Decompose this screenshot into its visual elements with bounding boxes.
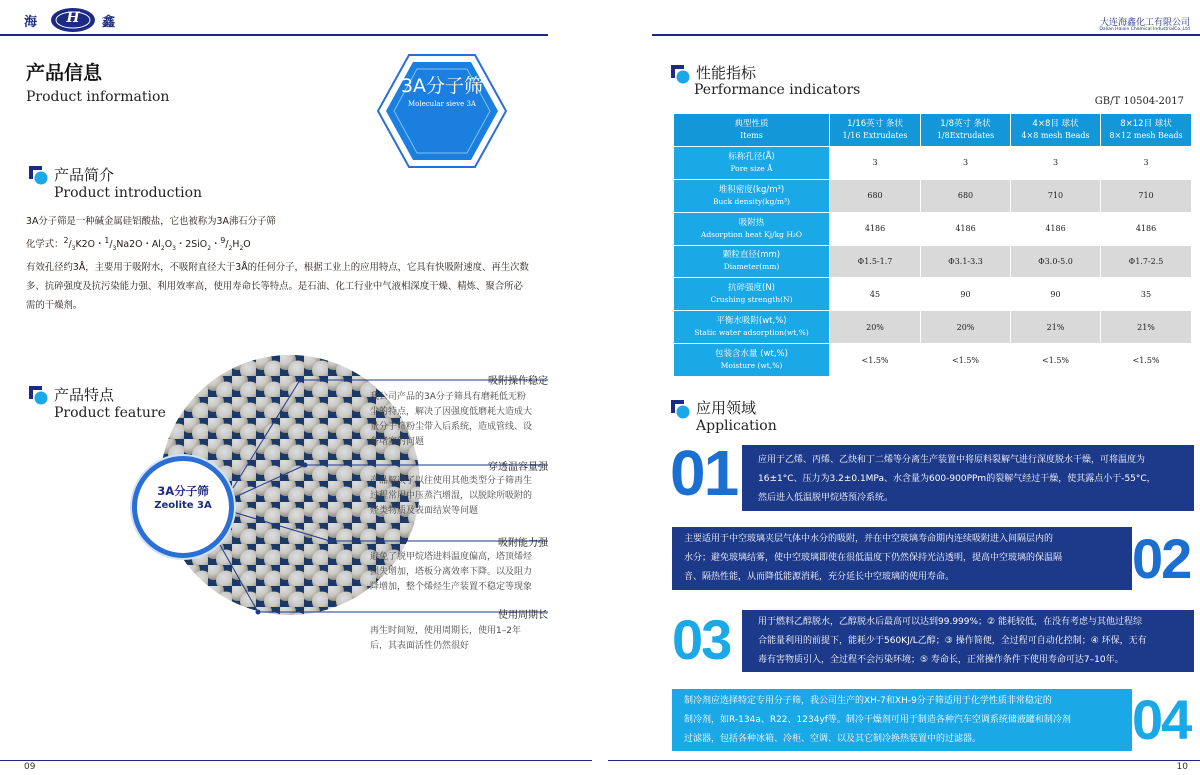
- feature-line: 量分子筛粉尘带入后系统，造成管线、设: [370, 422, 533, 432]
- table-cell: 710: [1011, 179, 1101, 212]
- section-icon: [670, 64, 690, 84]
- application-line: 16±1°C、压力为3.2±0.1MPa、水含量为600-900PPm的裂解气经过干燥，使其露点小于-55°C，: [758, 474, 1156, 484]
- application-number-text: 04: [1132, 688, 1191, 751]
- feature-title: 使用周期长: [498, 610, 548, 621]
- application-line: 水分；避免玻璃结雾，使中空玻璃即使在很低温度下仍然保持光洁透明，提高中空玻璃的保温隔: [684, 553, 1063, 563]
- table-cell: Φ1.7-2.5: [1101, 245, 1192, 278]
- application-number-text: 03: [672, 608, 731, 671]
- feature-line: 损失增加，塔板分离效率下降。以及阻力: [370, 567, 533, 577]
- table-header-row: [674, 114, 1192, 147]
- badge-subtitle: Molecular sieve 3A: [408, 100, 476, 108]
- feature-line: 再生时间短，使用周期长，使用1–2年: [370, 626, 521, 636]
- page-title-cn: 产品信息: [26, 62, 103, 84]
- feature-heading-cn: 产品特点: [54, 386, 115, 404]
- feature-line: 我公司产品的3A分子筛具有磨耗低无粉: [370, 392, 526, 402]
- footer-rule-right: [608, 760, 1200, 761]
- intro-line: 需的干燥剂。: [26, 300, 83, 311]
- application-line: 用于燃料乙醇脱水，乙醇脱水后最高可以达到99.999%；② 能耗较低，在没有考虑与其他过程综: [758, 617, 1142, 627]
- feature-title: 吸附能力强: [498, 538, 548, 549]
- application-line: 毒有害物质引入，全过程不会污染环境；⑤ 寿命长，正常操作条件下使用寿命可达7–10年。: [758, 655, 1124, 665]
- table-cell: <1.5%: [1011, 344, 1101, 377]
- intro-line: 3A分子筛是一种碱金属硅铝酸盐，它也被称为3A沸石分子筛: [26, 216, 276, 227]
- table-header: 8×12目 球状 8×12 mesh Beads: [1101, 114, 1192, 147]
- intro-formula: 化学式：$^2/_3K2O$・$^1/_3Na2O$・$Al_2O_3$・2SiO$_2$・$^9/_2H_2O$: [26, 236, 251, 252]
- feature-line: 避免了脱甲烷塔进料温度偏高，塔顶烯烃: [370, 552, 533, 562]
- application-line: 然后进入低温脱甲烷塔预冷系统。: [758, 493, 894, 503]
- table-cell: 3: [1101, 146, 1192, 179]
- perf-heading-cn: 性能指标: [696, 64, 757, 82]
- application-line: 合能量利用的前提下，能耗少于560KJ/L乙醇；③ 操作简便，全过程可自动化控制；④ 环保，无有: [758, 636, 1147, 646]
- table-cell: 680: [830, 179, 921, 212]
- lens-label-cn: 3A分子筛: [157, 484, 209, 498]
- header-rule-right: [652, 34, 1200, 36]
- row-label: 包装含水量 (wt,%) Moisture (wt,%): [674, 344, 830, 377]
- table-cell: 35: [1101, 278, 1192, 311]
- table-row: [674, 212, 1192, 245]
- application-number-text: 01: [670, 437, 738, 509]
- application-line: 主要适用于中空玻璃夹层气体中水分的吸附，并在中空玻璃寿命期内连续吸附进入间隔层内的: [684, 534, 1054, 544]
- table-cell: 21%: [1101, 311, 1192, 344]
- feature-line: 降增加，整个烯烃生产装置不稳定等现象: [370, 582, 533, 592]
- app-heading-en: Application: [696, 418, 777, 434]
- perf-heading-en: Performance indicators: [694, 82, 861, 98]
- application-text: [684, 530, 1062, 587]
- table-cell: 90: [1011, 278, 1101, 311]
- feature-line: 备堵塞的问题: [370, 437, 425, 447]
- application-text: [758, 451, 1156, 508]
- lens-label-en: Zeolite 3A: [154, 500, 212, 511]
- intro-heading-cn: 产品简介: [54, 166, 115, 184]
- table-row: [674, 344, 1192, 377]
- feature-body: [370, 550, 552, 595]
- row-label: 标称孔径(Å) Pore size Å: [674, 146, 830, 179]
- application-line: 制冷剂，如R-134a、R22、1234yf等。制冷干燥剂可用于制造各种汽车空调系统储液罐和制冷剂: [684, 715, 1071, 725]
- application-number-text: 02: [1132, 527, 1191, 590]
- logo-mark-letter: H: [66, 10, 80, 26]
- table-header: 4×8目 球状 4×8 mesh Beads: [1011, 114, 1101, 147]
- table-row: [674, 245, 1192, 278]
- row-label: 堆积密度(kg/m³) Buck density(kg/m³): [674, 179, 830, 212]
- table-cell: 680: [921, 179, 1011, 212]
- table-cell: 3: [921, 146, 1011, 179]
- feature-line: 烃类物质及表面结炭等问题: [370, 506, 479, 516]
- application-text: [758, 613, 1147, 670]
- table-cell: 45: [830, 278, 921, 311]
- feature-line: 尘的特点，解决了因强度低磨耗大造成大: [370, 407, 533, 417]
- table-cell: 90: [921, 278, 1011, 311]
- feature-body: [370, 474, 552, 519]
- row-label: 平衡水吸附(wt,%) Static water adsorption(wt,%): [674, 311, 830, 344]
- feature-line: 过程常用中压蒸汽增湿，以脱除所吸附的: [370, 491, 533, 501]
- feature-heading-en: Product feature: [54, 405, 166, 421]
- application-line: 过滤器，包括各种冰箱、冷柜、空调、以及其它制冷换热装置中的过滤器。: [684, 734, 982, 744]
- feature-body: [370, 390, 552, 450]
- table-row: [674, 278, 1192, 311]
- table-cell: 4186: [830, 212, 921, 245]
- logo-char-right: 鑫: [102, 15, 116, 30]
- feature-title: 穿透温容量强: [488, 462, 548, 473]
- intro-line: 有效孔径约3Å，主要用于吸附水，不吸附直径大于3Å的任何分子，根据工业上的应用特点，它具有快吸附速度、再生次数: [26, 262, 529, 273]
- table-cell: Φ1.5-1.7: [830, 245, 921, 278]
- table-cell: Φ3.1-3.3: [921, 245, 1011, 278]
- table-cell: <1.5%: [921, 344, 1011, 377]
- page-title-en: Product information: [26, 89, 170, 105]
- table-row: [674, 311, 1192, 344]
- table-row: [674, 179, 1192, 212]
- application-line: 制冷剂应选择特定专用分子筛，我公司生产的XH-7和XH-9分子筛适用于化学性质非常稳定的: [684, 696, 1052, 706]
- feature-title: 吸附操作稳定: [488, 376, 548, 387]
- intro-line: 多、抗碎强度及抗污染能力强、利用效率高，使用寿命长等特点。是石油、化工行业中气液相深度干燥、精炼、聚合所必: [26, 281, 523, 292]
- table-row: [674, 146, 1192, 179]
- feature-line: 后，其表面活性仍然很好: [370, 641, 470, 651]
- table-cell: Φ3.0-5.0: [1011, 245, 1101, 278]
- logo-char-left: 海: [24, 15, 38, 30]
- intro-heading-en: Product introduction: [54, 185, 203, 201]
- company-name-en: Dalian Haixin Chemical IndustrialCo.,Ltd: [1099, 27, 1190, 32]
- table-header: 1/8英寸 条状 1/8Extrudates: [921, 114, 1011, 147]
- section-icon: [28, 385, 48, 405]
- table-cell: 4186: [921, 212, 1011, 245]
- table-cell: 4186: [1011, 212, 1101, 245]
- table-cell: 21%: [1011, 311, 1101, 344]
- table-cell: 3: [830, 146, 921, 179]
- table-cell: 4186: [1101, 212, 1192, 245]
- row-label: 颗粒直径(mm) Diameter(mm): [674, 245, 830, 278]
- section-icon: [670, 399, 690, 419]
- company-name-cn: 大连海鑫化工有限公司: [1099, 18, 1190, 28]
- application-text: [684, 692, 1071, 749]
- page-number-right: 10: [1176, 762, 1188, 772]
- table-cell: 20%: [830, 311, 921, 344]
- row-label: 抗碎强度(N) Crushing strength(N): [674, 278, 830, 311]
- standard-code: GB/T 10504-2017: [1094, 96, 1184, 107]
- page-number-left: 09: [24, 762, 36, 772]
- table-cell: <1.5%: [1101, 344, 1192, 377]
- application-number: [670, 438, 737, 508]
- application-line: 应用于乙烯、丙烯、乙炔和丁二烯等分离生产装置中将原料裂解气进行深度脱水干燥，可将温度为: [758, 455, 1146, 465]
- table-cell: 20%: [921, 311, 1011, 344]
- footer-rule-left: [0, 760, 592, 761]
- feature-line: 产品解决了以往使用其他类型分子筛再生: [370, 476, 533, 486]
- performance-table: [673, 113, 1192, 377]
- badge-title: 3A分子筛: [400, 75, 484, 97]
- table-cell: 710: [1101, 179, 1192, 212]
- app-heading-cn: 应用领域: [696, 399, 757, 417]
- table-cell: 3: [1011, 146, 1101, 179]
- table-header: 1/16英寸 条状 1/16 Extrudates: [830, 114, 921, 147]
- application-line: 音、隔热性能，从而降低能源消耗，充分延长中空玻璃的使用寿命。: [684, 572, 955, 582]
- table-header: 典型性质 Items: [674, 114, 830, 147]
- table-cell: <1.5%: [830, 344, 921, 377]
- row-label: 吸附热 Adsorption heat Kj/kg H₂O: [674, 212, 830, 245]
- feature-body: [370, 624, 552, 654]
